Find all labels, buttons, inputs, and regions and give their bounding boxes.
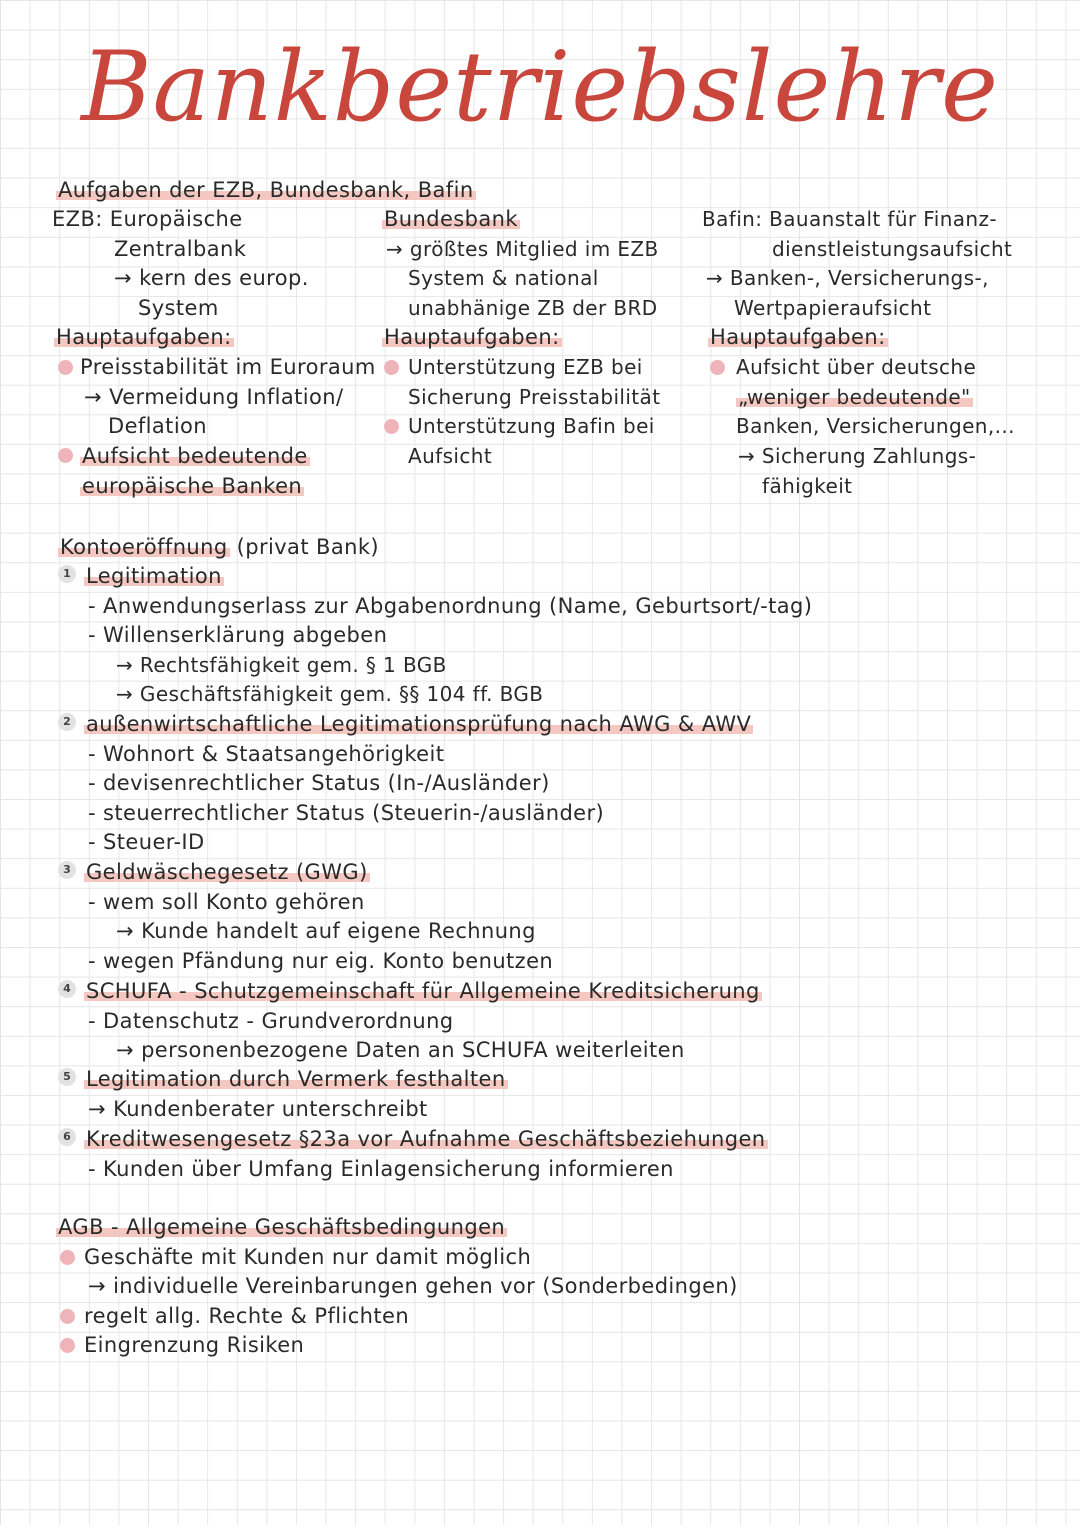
bullet-icon: [60, 1338, 75, 1353]
agb-item1: Geschäfte mit Kunden nur damit möglich: [84, 1245, 532, 1269]
step-4-b: → personenbezogene Daten an SCHUFA weiterleiten: [116, 1038, 685, 1062]
ezb-task1-sub1: → Vermeidung Inflation/: [84, 385, 344, 409]
bafin-task1-l5: fähigkeit: [762, 474, 853, 498]
step-number-1: 1: [58, 565, 76, 583]
step-3-b: → Kunde handelt auf eigene Rechnung: [116, 919, 536, 943]
page-title: Bankbetriebslehre: [81, 31, 999, 143]
step-2-a: - Wohnort & Staatsangehörigkeit: [88, 742, 445, 766]
step-number-3: 3: [58, 861, 76, 879]
step-number-6: 6: [58, 1128, 76, 1146]
bullet-icon: [710, 360, 725, 375]
bafin-line4: Wertpapieraufsicht: [734, 296, 932, 320]
step-number-5: 5: [58, 1068, 76, 1086]
agb-item3: Eingrenzung Risiken: [84, 1333, 305, 1357]
step-3-title: Geldwäschegesetz (GWG): [86, 860, 368, 884]
bullet-icon: [384, 360, 399, 375]
step-2-c: - steuerrechtlicher Status (Steuerin-/ausländer): [88, 801, 605, 825]
step-2-b: - devisenrechtlicher Status (In-/Ausländer): [88, 771, 550, 795]
bundesbank-tasks-heading: Hauptaufgaben:: [384, 325, 560, 349]
ezb-task1-sub2: Deflation: [108, 414, 208, 438]
step-4-a: - Datenschutz - Grundverordnung: [88, 1009, 454, 1033]
ezb-line3: → kern des europ.: [114, 266, 309, 290]
step-2-title: außenwirtschaftliche Legitimationsprüfung nach AWG & AWV: [86, 712, 752, 736]
bafin-line1: Bafin: Bauanstalt für Finanz-: [702, 207, 998, 231]
step-5-a: → Kundenberater unterschreibt: [88, 1097, 428, 1121]
bullet-icon: [60, 1250, 75, 1265]
section-heading-kontoeroeffnung: Kontoeröffnung (privat Bank): [60, 535, 379, 559]
bundesbank-task1-l1: Unterstützung EZB bei: [408, 355, 643, 379]
ezb-task1: Preisstabilität im Euroraum: [80, 355, 376, 379]
ezb-task2-l2: europäische Banken: [82, 474, 303, 498]
bafin-tasks-heading: Hauptaufgaben:: [710, 325, 886, 349]
step-number-4: 4: [58, 980, 76, 998]
step-4-title: SCHUFA - Schutzgemeinschaft für Allgemeine Kreditsicherung: [86, 979, 760, 1003]
bundesbank-line2: System & national: [408, 266, 599, 290]
step-1-d: → Geschäftsfähigkeit gem. §§ 104 ff. BGB: [116, 682, 544, 706]
step-5-title: Legitimation durch Vermerk festhalten: [86, 1067, 506, 1091]
bundesbank-title: Bundesbank: [384, 207, 518, 231]
step-1-a: - Anwendungserlass zur Abgabenordnung (Name, Geburtsort/-tag): [88, 594, 813, 618]
step-number-2: 2: [58, 713, 76, 731]
ezb-line4: System: [138, 296, 219, 320]
step-1-title: Legitimation: [86, 564, 222, 588]
step-6-a: - Kunden über Umfang Einlagensicherung informieren: [88, 1157, 674, 1181]
step-6-title: Kreditwesengesetz §23a vor Aufnahme Geschäftsbeziehungen: [86, 1127, 766, 1151]
agb-item1-sub: → individuelle Vereinbarungen gehen vor (Sonderbedingen): [88, 1274, 738, 1298]
bundesbank-task2-l2: Aufsicht: [408, 444, 493, 468]
bundesbank-task2-l1: Unterstützung Bafin bei: [408, 414, 655, 438]
step-3-c: - wegen Pfändung nur eig. Konto benutzen: [88, 949, 554, 973]
bundesbank-task1-l2: Sicherung Preisstabilität: [408, 385, 661, 409]
bundesbank-line1: → größtes Mitglied im EZB: [386, 237, 659, 261]
ezb-tasks-heading: Hauptaufgaben:: [56, 325, 232, 349]
bafin-line3: → Banken-, Versicherungs-,: [706, 266, 989, 290]
bafin-task1-l1: Aufsicht über deutsche: [736, 355, 977, 379]
bullet-icon: [384, 419, 399, 434]
bafin-task1-l3: Banken, Versicherungen,...: [736, 414, 1015, 438]
ezb-task2-l1: Aufsicht bedeutende: [82, 444, 308, 468]
bullet-icon: [58, 360, 73, 375]
ezb-line2: Zentralbank: [114, 237, 247, 261]
section-heading-agb: AGB - Allgemeine Geschäftsbedingungen: [58, 1215, 506, 1239]
agb-item2: regelt allg. Rechte & Pflichten: [84, 1304, 410, 1328]
bundesbank-line3: unabhänige ZB der BRD: [408, 296, 658, 320]
bafin-line2: dienstleistungsaufsicht: [772, 237, 1013, 261]
bafin-task1-l2: „weniger bedeutende": [738, 385, 971, 409]
bullet-icon: [60, 1309, 75, 1324]
bafin-task1-l4: → Sicherung Zahlungs-: [738, 444, 977, 468]
step-1-b: - Willenserklärung abgeben: [88, 623, 388, 647]
bullet-icon: [58, 448, 73, 463]
step-2-d: - Steuer-ID: [88, 830, 205, 854]
section-heading-aufgaben: Aufgaben der EZB, Bundesbank, Bafin: [58, 178, 474, 202]
ezb-line1: EZB: Europäische: [52, 207, 243, 231]
step-3-a: - wem soll Konto gehören: [88, 890, 365, 914]
step-1-c: → Rechtsfähigkeit gem. § 1 BGB: [116, 653, 447, 677]
